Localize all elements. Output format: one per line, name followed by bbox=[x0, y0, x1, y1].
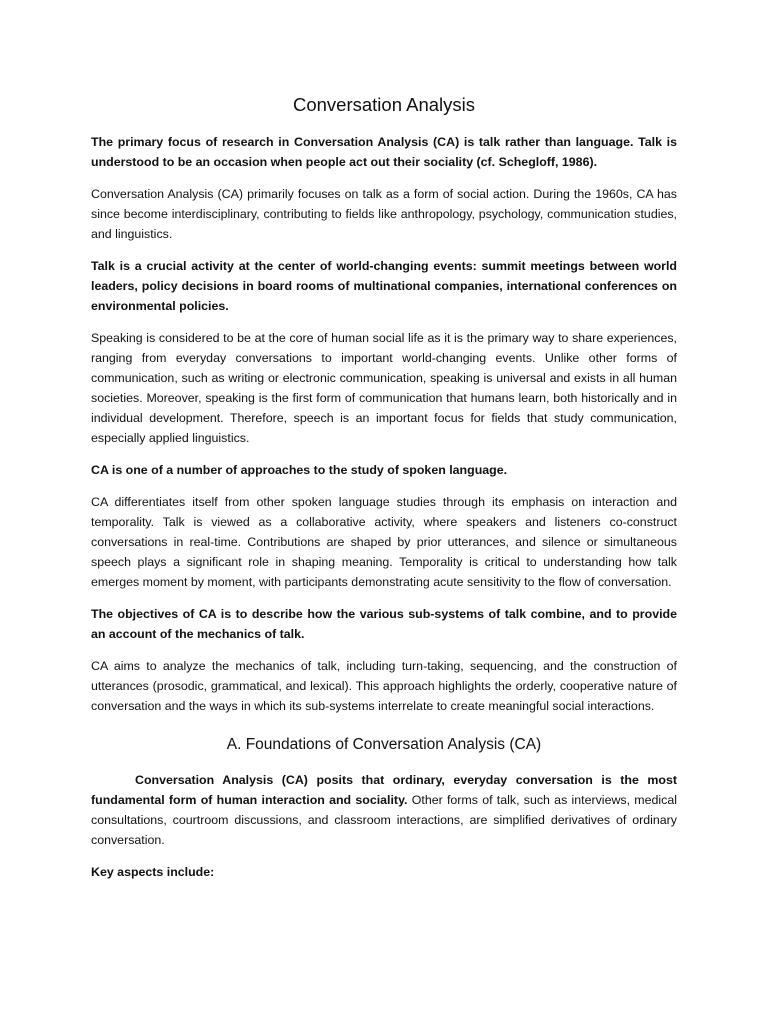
key-aspects-label: Key aspects include: bbox=[91, 865, 215, 879]
document-title: Conversation Analysis bbox=[292, 94, 475, 115]
paragraph-4: Speaking is considered to be at the core of human social life as it is the primary way to share experiences, ranging from everyday conversations to important world-changing events. Unlike other forms of communication, such as writing or electronic communication, speaking is universal and exists in all human societies. Moreover, speaking is the first form of communication that humans learn, both historically and in individual development. Therefore, speech is an important focus for fields that study communication, especially applied linguistics. bbox=[91, 331, 677, 445]
section-a-intro bbox=[91, 770, 677, 850]
paragraph-6: CA differentiates itself from other spoken language studies through its emphasis on interaction and temporality. Talk is viewed as a collaborative activity, where speakers and listeners co-construct conversations in real-time. Contributions are shaped by prior utterances, and silence or simultaneous speech plays a significant role in shaping meaning. Temporality is critical to understanding how talk emerges moment by moment, with participants demonstrating acute sensitivity to the flow of conversation. bbox=[91, 495, 677, 589]
section-a-heading: A. Foundations of Conversation Analysis (CA) bbox=[226, 736, 542, 753]
paragraph-1: The primary focus of research in Conversation Analysis (CA) is talk rather than language. Talk is understood to be an occasion when people act out their sociality (cf. Schegloff, 1986). bbox=[91, 135, 677, 169]
section-a-intro-bold: Conversation Analysis (CA) posits that ordinary, everyday conversation is the most fundamental form of human interaction and sociality. bbox=[91, 773, 677, 807]
paragraph-2: Conversation Analysis (CA) primarily focuses on talk as a form of social action. During the 1960s, CA has since become interdisciplinary, contributing to fields like anthropology, psychology, communication studies, and linguistics. bbox=[91, 187, 677, 241]
paragraph-8: CA aims to analyze the mechanics of talk, including turn-taking, sequencing, and the construction of utterances (prosodic, grammatical, and lexical). This approach highlights the orderly, cooperative nature of conversation and the ways in which its sub-systems interrelate to create meaningful social interactions. bbox=[91, 659, 677, 713]
section-a-intro-rest: Other forms of talk, such as interviews, medical consultations, courtroom discussions, and classroom interactions, are simplified derivatives of ordinary conversation. bbox=[91, 793, 677, 847]
paragraph-5: CA is one of a number of approaches to the study of spoken language. bbox=[91, 463, 508, 477]
paragraph-7: The objectives of CA is to describe how the various sub-systems of talk combine, and to provide an account of the mechanics of talk. bbox=[91, 607, 677, 641]
paragraph-3: Talk is a crucial activity at the center of world-changing events: summit meetings between world leaders, policy decisions in board rooms of multinational companies, international conferences on environmental policies. bbox=[91, 259, 677, 313]
document-page bbox=[91, 92, 677, 894]
